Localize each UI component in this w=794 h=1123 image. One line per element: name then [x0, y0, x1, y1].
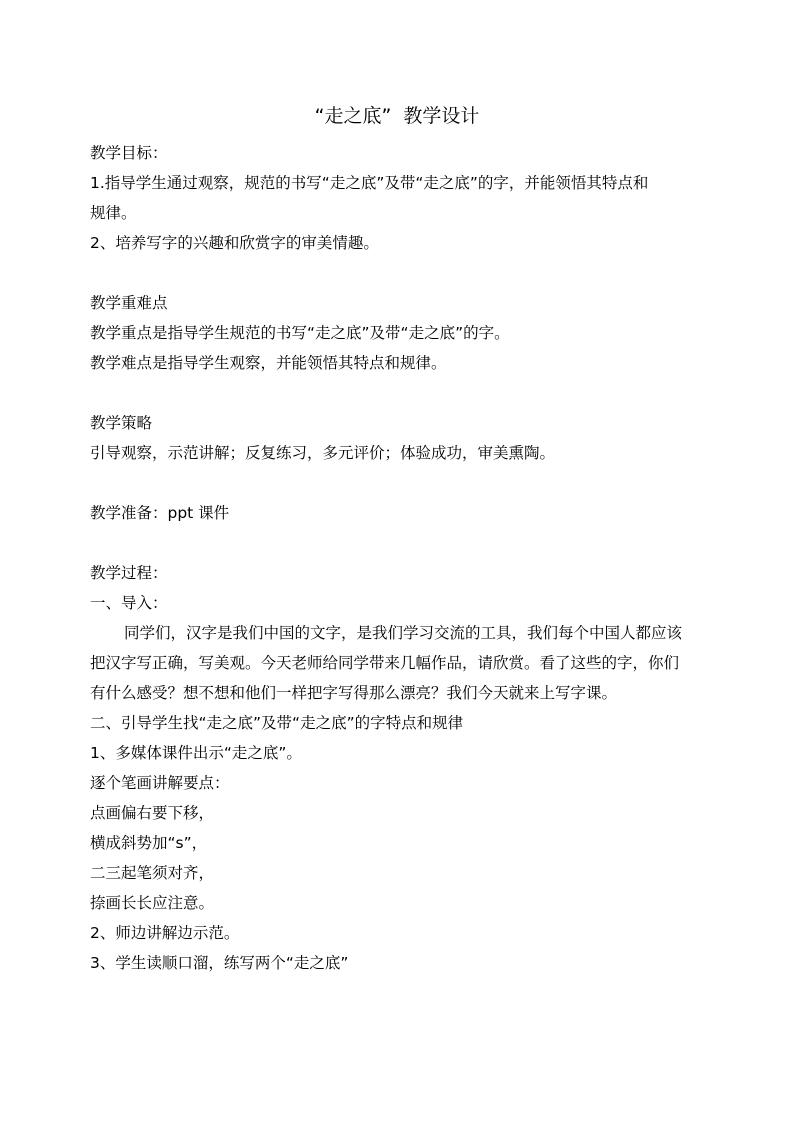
preparation-line: 教学准备：ppt 课件 [90, 504, 230, 522]
rhyme-line-3: 二三起笔须对齐， [90, 864, 215, 882]
blank-line [90, 258, 710, 288]
rhyme-line-1: 点画偏右要下移， [90, 804, 215, 822]
document-body [90, 138, 710, 978]
blank-line [90, 378, 710, 408]
rhyme-line-2: 横成斜势加“s”， [90, 834, 208, 852]
strategy-text: 引导观察，示范讲解；反复练习，多元评价；体验成功，审美熏陶。 [90, 444, 556, 462]
step-2-item-3: 3、学生读顺口溜，练写两个“走之底” [90, 954, 349, 972]
section-heading-strategy: 教学策略 [90, 414, 153, 432]
intro-paragraph-line-1: 同学们，汉字是我们中国的文字，是我们学习交流的工具，我们每个中国人都应该 [124, 624, 683, 642]
objective-2: 2、培养写字的兴趣和欣赏字的审美情趣。 [90, 234, 379, 252]
rhyme-line-4: 捺画长长应注意。 [90, 894, 215, 912]
objective-1-line-2: 规律。 [90, 204, 137, 222]
section-heading-key-points: 教学重难点 [90, 294, 168, 312]
stroke-points-heading: 逐个笔画讲解要点： [90, 774, 230, 792]
section-heading-process: 教学过程： [90, 564, 168, 582]
step-2-item-2: 2、师边讲解边示范。 [90, 924, 240, 942]
key-point: 教学重点是指导学生规范的书写“走之底”及带“走之底”的字。 [90, 324, 510, 342]
step-2-heading: 二、引导学生找“走之底”及带“走之底”的字特点和规律 [90, 714, 464, 732]
step-2-item-1: 1、多媒体课件出示“走之底”。 [90, 744, 302, 762]
step-1-heading: 一、导入： [90, 594, 168, 612]
difficult-point: 教学难点是指导学生观察，并能领悟其特点和规律。 [90, 354, 447, 372]
blank-line [90, 468, 710, 498]
intro-paragraph-line-3: 有什么感受？想不想和他们一样把字写得那么漂亮？我们今天就来上写字课。 [90, 684, 618, 702]
section-heading-objectives: 教学目标： [90, 144, 168, 162]
intro-paragraph-line-2: 把汉字写正确，写美观。今天老师给同学带来几幅作品，请欣赏。看了这些的字，你们 [90, 654, 680, 672]
objective-1-line-1: 1.指导学生通过观察，规范的书写“走之底”及带“走之底”的字，并能领悟其特点和 [90, 174, 649, 192]
blank-line [90, 528, 710, 558]
document-title: “走之底” 教学设计 [314, 105, 480, 127]
